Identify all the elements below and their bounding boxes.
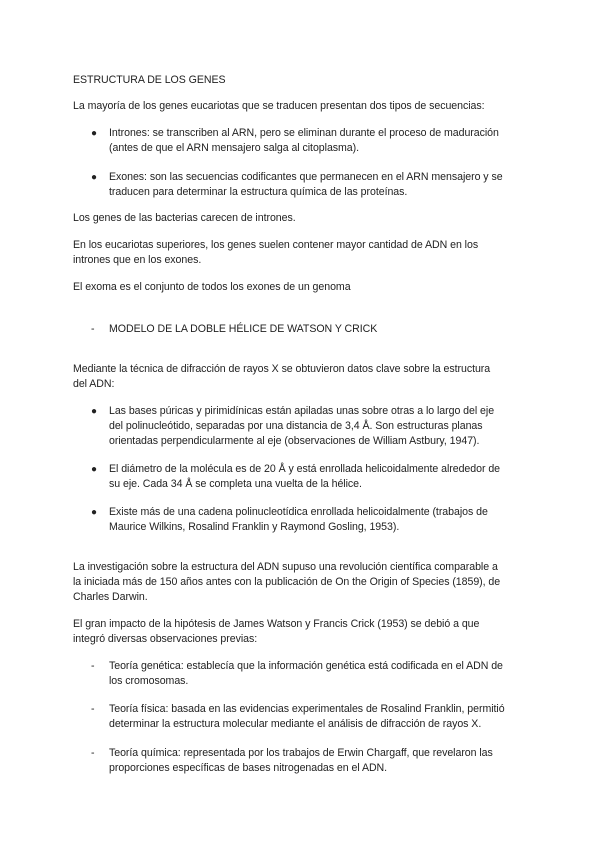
list-item-line: El diámetro de la molécula es de 20 Å y está enrollada helicoidalmente alrededor de (109, 463, 501, 475)
list-item-line: (antes de que el ARN mensajero salga al citoplasma). (109, 142, 360, 154)
list-item-line: proporciones específicas de bases nitrogenadas en el ADN. (109, 762, 388, 774)
intro-paragraph: La mayoría de los genes eucariotas que se traducen presentan dos tipos de secuencias: (73, 100, 485, 112)
dash-marker: - (91, 660, 95, 672)
document-title: ESTRUCTURA DE LOS GENES (73, 74, 226, 86)
list-item-line: su eje. Cada 34 Å se completa una vuelta de la hélice. (109, 478, 362, 490)
dash-marker: - (91, 703, 95, 715)
list-item-line: Exones: son las secuencias codificantes que permanecen en el ARN mensajero y se (109, 171, 503, 183)
paragraph-line: Charles Darwin. (73, 591, 148, 603)
bullet-icon: ● (91, 464, 98, 475)
list-item-line: Maurice Wilkins, Rosalind Franklin y Raymond Gosling, 1953). (109, 521, 400, 533)
list-item-line: Teoría física: basada en las evidencias experimentales de Rosalind Franklin, permitió (109, 703, 505, 715)
list-item-line: del polinucleótido, separadas por una distancia de 3,4 Å. Son estructuras planas (109, 420, 483, 432)
list-item-line: Teoría genética: establecía que la información genética está codificada en el ADN de (109, 660, 503, 672)
bullet-icon: ● (91, 406, 98, 417)
bullet-icon: ● (91, 507, 98, 518)
bullet-icon: ● (91, 128, 98, 139)
paragraph-line: la iniciada más de 150 años antes con la publicación de On the Origin of Species (1859), de (73, 576, 501, 588)
paragraph-line: integró diversas observaciones previas: (73, 633, 258, 645)
list-item-line: Existe más de una cadena polinucleotídica enrollada helicoidalmente (trabajos de (109, 506, 488, 518)
paragraph-bacteria: Los genes de las bacterias carecen de intrones. (73, 212, 296, 224)
dash-marker: - (91, 323, 95, 335)
paragraph-line: La investigación sobre la estructura del ADN supuso una revolución científica comparable a (73, 561, 498, 573)
dash-marker: - (91, 747, 95, 759)
paragraph-line: del ADN: (73, 378, 115, 390)
list-item-line: Intrones: se transcriben al ARN, pero se eliminan durante el proceso de maduración (109, 127, 499, 139)
list-item-line: los cromosomas. (109, 675, 189, 687)
list-item-line: Las bases púricas y pirimidínicas están apiladas unas sobre otras a lo largo del eje (109, 405, 495, 417)
bullet-icon: ● (91, 172, 98, 183)
paragraph-line: En los eucariotas superiores, los genes suelen contener mayor cantidad de ADN en los (73, 239, 479, 251)
paragraph-line: intrones que en los exones. (73, 254, 202, 266)
paragraph-exoma: El exoma es el conjunto de todos los exones de un genoma (73, 281, 351, 293)
section-heading-text: MODELO DE LA DOBLE HÉLICE DE WATSON Y CRICK (109, 323, 378, 335)
list-item-line: traducen para determinar la estructura química de las proteínas. (109, 186, 408, 198)
list-item-line: determinar la estructura molecular mediante el análisis de difracción de rayos X. (109, 718, 482, 730)
paragraph-line: El gran impacto de la hipótesis de James Watson y Francis Crick (1953) se debió a que (73, 618, 480, 630)
paragraph-line: Mediante la técnica de difracción de rayos X se obtuvieron datos clave sobre la estructura (73, 363, 491, 375)
list-item-line: Teoría química: representada por los trabajos de Erwin Chargaff, que revelaron las (109, 747, 493, 759)
list-item-line: orientadas perpendicularmente al eje (observaciones de William Astbury, 1947). (109, 435, 480, 447)
